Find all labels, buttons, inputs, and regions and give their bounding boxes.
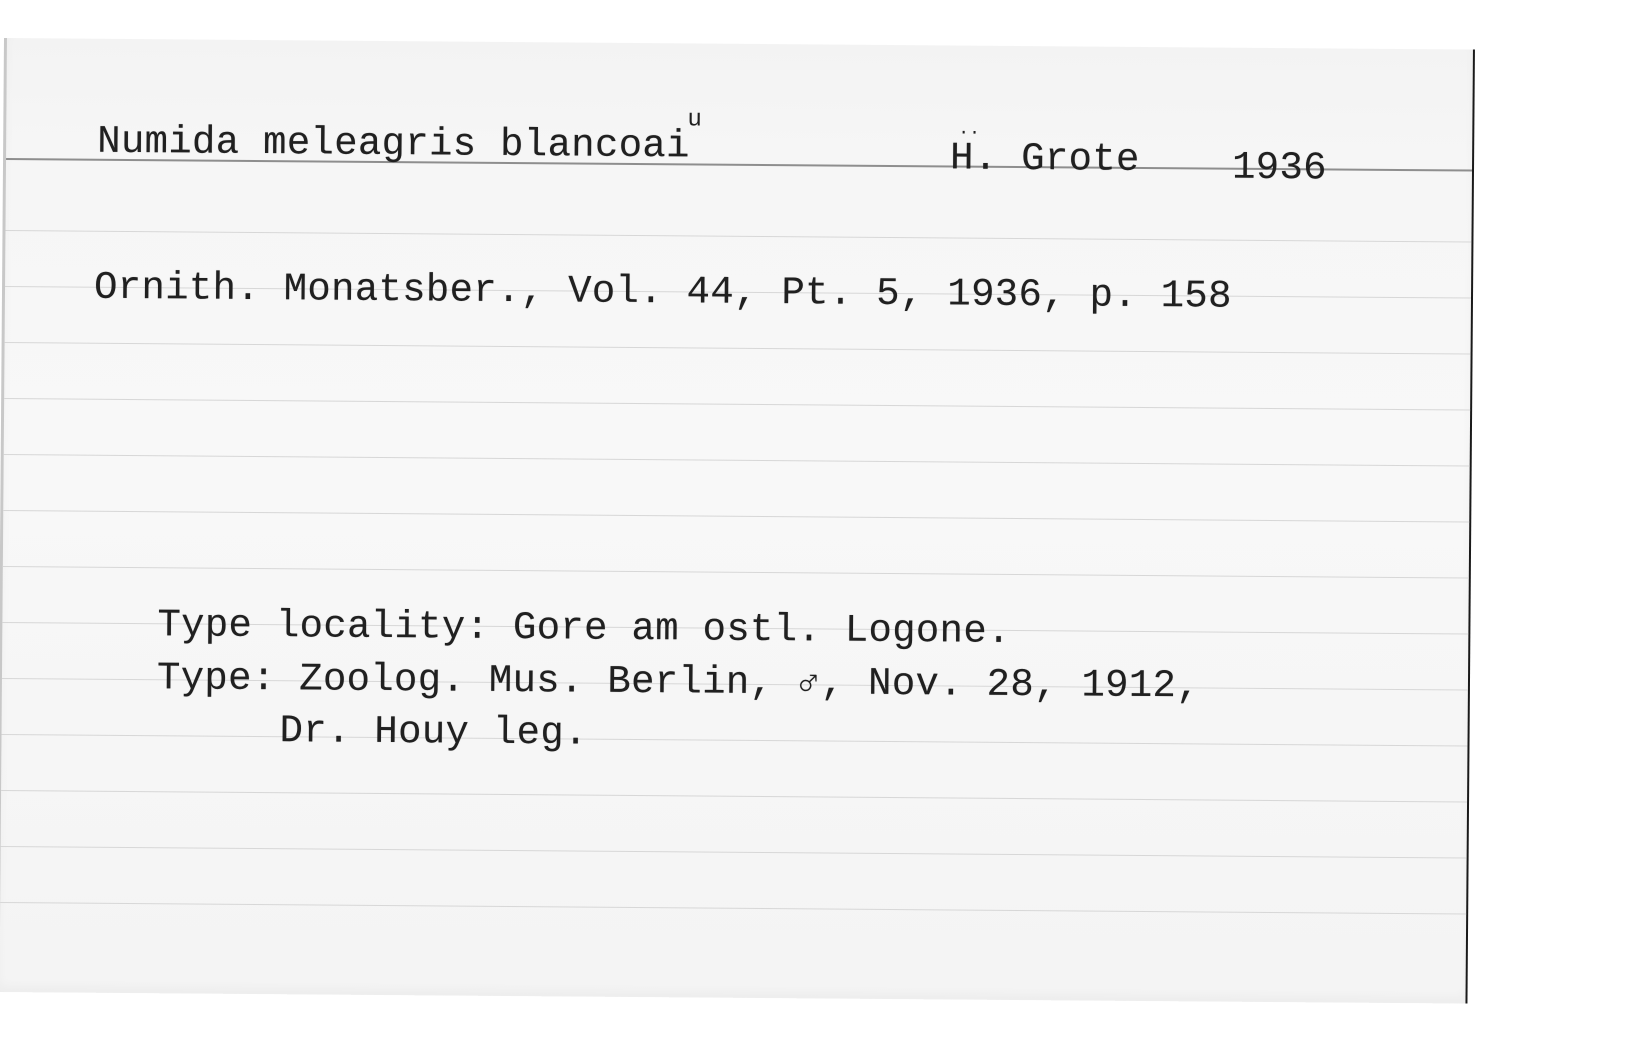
ruled-line: [3, 566, 1469, 579]
index-card: [0, 38, 1475, 1004]
ruled-line: [3, 510, 1469, 523]
ruled-line: [5, 342, 1471, 355]
citation: Ornith. Monatsber., Vol. 44, Pt. 5, 1936, p. 158: [93, 265, 1232, 319]
ruled-line: [0, 902, 1466, 915]
ruled-line: [4, 398, 1470, 411]
type-locality: Type locality: Gore am ostl. Logone.: [157, 603, 1011, 654]
ruled-line: [5, 230, 1471, 243]
type-specimen: Type: Zoolog. Mus. Berlin, ♂, Nov. 28, 1912,: [156, 656, 1201, 709]
ruled-line: [4, 454, 1470, 467]
collector: Dr. Houy leg.: [279, 709, 588, 756]
taxon-name: Numida meleagris blancoai: [97, 119, 690, 169]
ruled-line: [1, 846, 1467, 859]
author-name: H. Grote: [949, 136, 1140, 182]
handwritten-correction: u: [687, 106, 702, 134]
ruled-line: [2, 734, 1468, 747]
author-diacritic-mark: ..: [958, 119, 980, 140]
publication-year: 1936: [1231, 145, 1328, 191]
ruled-line: [1, 790, 1467, 803]
